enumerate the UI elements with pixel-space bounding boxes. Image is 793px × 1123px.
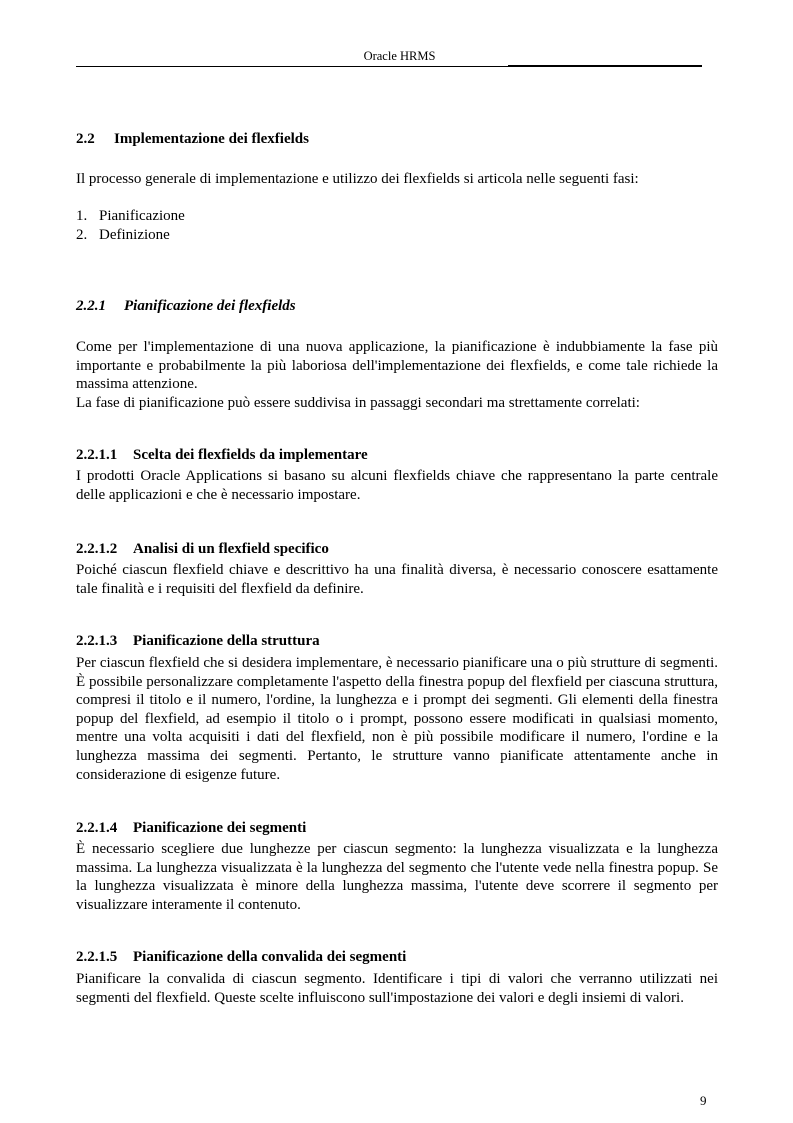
section-number: 2.2.1 bbox=[76, 298, 106, 314]
subsection-title: Pianificazione della convalida dei segmenti bbox=[133, 949, 407, 965]
subsection-body: È necessario scegliere due lunghezze per ciascun segmento: la lunghezza visualizzata e la lunghezza massima. La lunghezza visualizzata è la lunghezza del segmento che l'utente vede nella finestra popup. Se la lunghezza visualizzata è minore della lunghezza massima, l'utente deve scorrere il segmento per visualizzare interamente il contenuto. bbox=[76, 841, 718, 913]
list-item bbox=[76, 226, 718, 245]
subsection-heading bbox=[76, 540, 718, 559]
list-item-number: 2. bbox=[76, 227, 88, 243]
subsection-title: Analisi di un flexfield specifico bbox=[133, 541, 329, 557]
subsection-number: 2.2.1.4 bbox=[76, 820, 118, 836]
section-title: Implementazione dei flexfields bbox=[114, 131, 309, 147]
section-paragraph: Come per l'implementazione di una nuova applicazione, la pianificazione è indubbiamente la fase più importante e probabilmente la più laboriosa dell'implementazione dei flexfields, e come tale richiede la massima attenzione. bbox=[76, 339, 718, 393]
header-rule-accent bbox=[508, 65, 702, 66]
subsection-number: 2.2.1.3 bbox=[76, 633, 118, 649]
list-item-number: 1. bbox=[76, 208, 88, 224]
section-heading-2-2-1 bbox=[76, 297, 718, 316]
header-title: Oracle HRMS bbox=[363, 49, 436, 63]
list-item-label: Definizione bbox=[99, 227, 170, 243]
subsection-number: 2.2.1.1 bbox=[76, 447, 118, 463]
list-item bbox=[76, 207, 718, 226]
section-number: 2.2 bbox=[76, 131, 95, 147]
section-title: Pianificazione dei flexfields bbox=[124, 298, 296, 314]
section-paragraph: La fase di pianificazione può essere suddivisa in passaggi secondari ma strettamente correlati: bbox=[76, 395, 640, 411]
subsection-number: 2.2.1.2 bbox=[76, 541, 118, 557]
subsection-heading bbox=[76, 948, 718, 967]
subsection-title: Pianificazione della struttura bbox=[133, 633, 320, 649]
subsection-heading bbox=[76, 632, 718, 651]
section-intro: Il processo generale di implementazione e utilizzo dei flexfields si articola nelle seguenti fasi: bbox=[76, 171, 639, 187]
section-heading-2-2 bbox=[76, 130, 718, 149]
page-number: 9 bbox=[700, 1093, 707, 1108]
subsection-body: Per ciascun flexfield che si desidera implementare, è necessario pianificare una o più strutture di segmenti. È possibile personalizzare completamente l'aspetto della finestra popup del flexfield per ciascuna struttura, compresi il titolo e il numero, l'ordine, la lunghezza e i prompt dei segmenti. Gli elementi della finestra popup del flexfield, ad esempio il titolo o i prompt, possono essere modificati in qualsiasi momento, mentre una volta acquisiti i dati del flexfield, non è più possibile modificare il numero, l'ordine e la lunghezza massima dei segmenti. Pertanto, le strutture vanno pianificate attentamente anche in considerazione di esigenze future. bbox=[76, 655, 718, 783]
subsection-body: I prodotti Oracle Applications si basano su alcuni flexfields chiave che rappresentano la parte centrale delle applicazioni e che è necessario impostare. bbox=[76, 468, 718, 503]
subsection-body: Poiché ciascun flexfield chiave e descrittivo ha una finalità diversa, è necessario conoscere esattamente tale finalità e i requisiti del flexfield da definire. bbox=[76, 562, 718, 597]
subsection-title: Scelta dei flexfields da implementare bbox=[133, 447, 368, 463]
subsection-number: 2.2.1.5 bbox=[76, 949, 118, 965]
list-item-label: Pianificazione bbox=[99, 208, 185, 224]
header-rule bbox=[76, 66, 702, 67]
subsection-body: Pianificare la convalida di ciascun segmento. Identificare i tipi di valori che verranno utilizzati nei segmenti del flexfield. Queste scelte influiscono sull'impostazione dei valori e degli insiemi di valori. bbox=[76, 971, 718, 1006]
subsection-heading bbox=[76, 446, 718, 465]
subsection-heading bbox=[76, 819, 718, 838]
subsection-title: Pianificazione dei segmenti bbox=[133, 820, 307, 836]
